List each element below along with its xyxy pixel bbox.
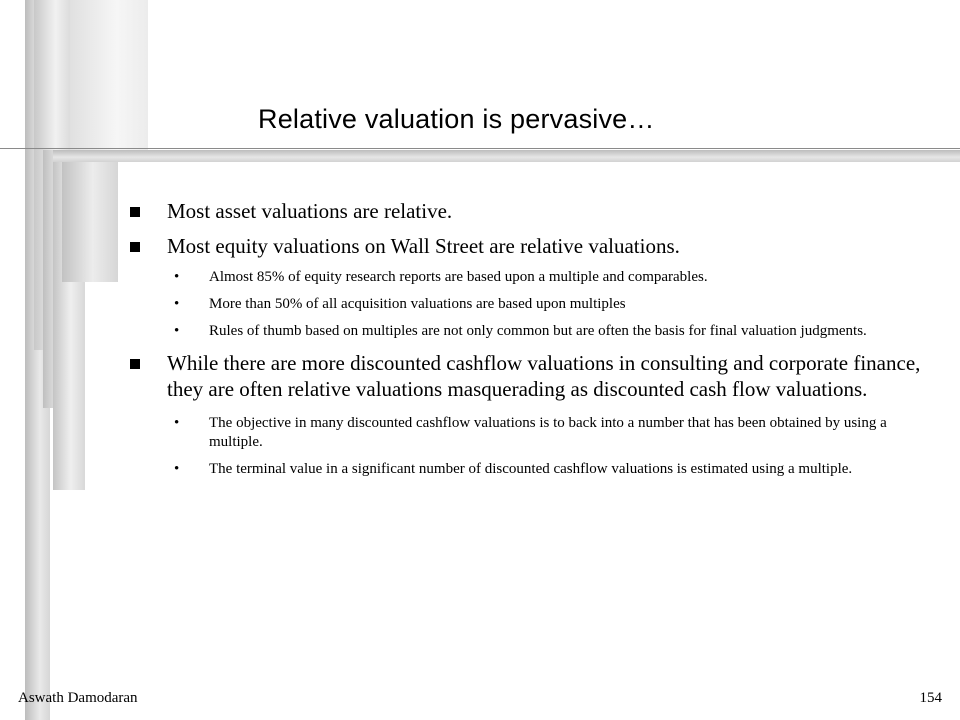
bullet-text: While there are more discounted cashflow valuations in consulting and corporate finance, they are often relative valuations masquerading as discounted cash flow valuations. bbox=[167, 351, 921, 401]
sub-bullet-text: Rules of thumb based on multiples are not only common but are often the basis for final valuation judgments. bbox=[209, 323, 867, 339]
sub-bullet-item bbox=[130, 268, 930, 287]
footer-author: Aswath Damodaran bbox=[18, 690, 138, 706]
slide-title: Relative valuation is pervasive… bbox=[258, 104, 655, 134]
dot-bullet-icon: • bbox=[174, 415, 180, 431]
decorative-block bbox=[70, 0, 148, 150]
square-bullet-icon bbox=[130, 242, 140, 252]
title-rule bbox=[0, 148, 960, 149]
sub-bullet-item bbox=[130, 295, 930, 314]
sub-bullet-text: The terminal value in a significant number of discounted cashflow valuations is estimated using a multiple. bbox=[209, 461, 853, 477]
bullet-item bbox=[130, 233, 930, 259]
decorative-bar bbox=[62, 150, 118, 282]
sub-bullet-text: Almost 85% of equity research reports are based upon a multiple and comparables. bbox=[209, 269, 708, 285]
dot-bullet-icon: • bbox=[174, 296, 180, 312]
dot-bullet-icon: • bbox=[174, 461, 180, 477]
sub-bullet-text: The objective in many discounted cashflow valuations is to back into a number that has been obtained by using a multiple. bbox=[209, 415, 887, 450]
square-bullet-icon bbox=[130, 207, 140, 217]
sub-bullet-item bbox=[130, 322, 930, 341]
bullet-item bbox=[130, 198, 930, 224]
bullet-text: Most equity valuations on Wall Street are relative valuations. bbox=[167, 234, 680, 258]
bullet-item bbox=[130, 350, 930, 402]
square-bullet-icon bbox=[130, 359, 140, 369]
sub-bullet-text: More than 50% of all acquisition valuations are based upon multiples bbox=[209, 296, 626, 312]
dot-bullet-icon: • bbox=[174, 269, 180, 285]
slide-content bbox=[130, 198, 930, 479]
footer-page-number: 154 bbox=[919, 690, 942, 706]
sub-bullet-item bbox=[130, 414, 930, 452]
decorative-horizontal-bar bbox=[53, 150, 960, 162]
bullet-text: Most asset valuations are relative. bbox=[167, 199, 453, 223]
dot-bullet-icon: • bbox=[174, 323, 180, 339]
sub-bullet-item bbox=[130, 460, 930, 479]
